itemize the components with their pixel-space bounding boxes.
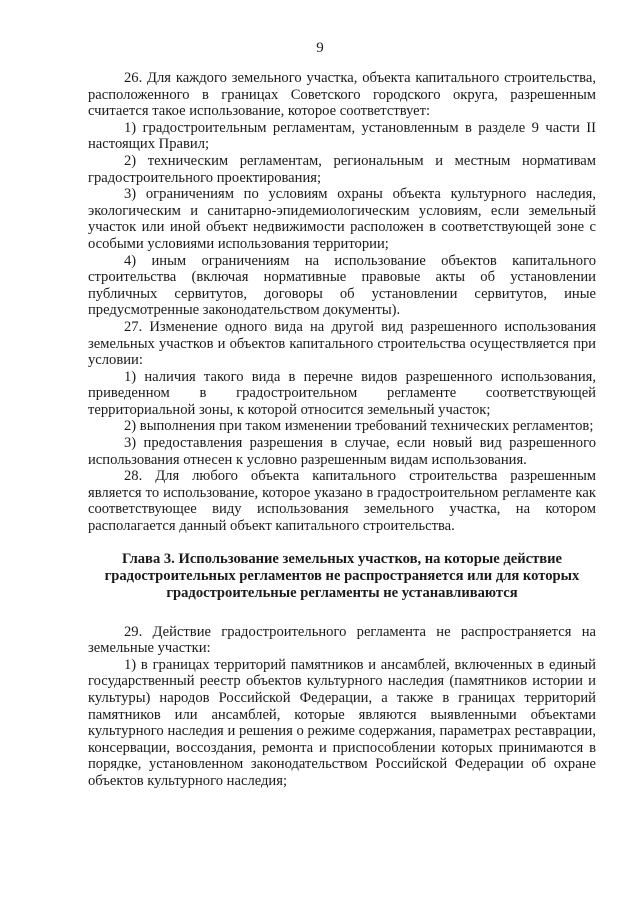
list-item-26-3: 3) ограничениям по условиям охраны объекта культурного наследия, экологическим и санитарно-эпидемиологическим условиям, если земельный участок или иной объект недвижимости расположен в соответствующей зоне с особыми условиями использования территории; <box>88 186 596 252</box>
paragraph-26: 26. Для каждого земельного участка, объекта капитального строительства, расположенного в границах Советского городского округа, разрешенным считается такое использование, которое соответствует: <box>88 70 596 120</box>
paragraph-27: 27. Изменение одного вида на другой вид разрешенного использования земельных участков и объектов капитального строительства осуществляется при условии: <box>88 318 596 369</box>
chapter-heading: Глава 3. Использование земельных участков, на которые действие градостроительных регламентов не распространяется или для которых градостроительные регламенты не устанавливаются <box>104 550 580 601</box>
list-item-26-2: 2) техническим регламентам, региональным и местным нормативам градостроительного проектирования; <box>88 152 596 186</box>
paragraph-29: 29. Действие градостроительного регламента не распространяется на земельные участки: <box>88 623 596 657</box>
page-number: 9 <box>316 40 324 56</box>
document-body <box>88 70 596 790</box>
list-item-29-1: 1) в границах территорий памятников и ансамблей, включенных в единый государственный реестр объектов культурного наследия (памятников истории и культуры) народов Российской Федерации, а также в границах территорий памятников или ансамблей, которые являются выявленными объектами культурного наследия и решения о режиме содержания, параметрах реставрации, консервации, воссоздания, ремонта и приспособлении которых принимаются в порядке, установленном законодательством Российской Федерации об охране объектов культурного наследия; <box>88 656 596 789</box>
list-item-27-3: 3) предоставления разрешения в случае, если новый вид разрешенного использования отнесен к условно разрешенным видам использования. <box>88 435 596 468</box>
list-item-26-1: 1) градостроительным регламентам, установленным в разделе 9 части II настоящих Правил; <box>88 119 596 153</box>
list-item-26-4: 4) иным ограничениям на использование объектов капитального строительства (включая нормативные правовые акты об установлении публичных сервитутов, договоры об установлении сервитутов, иные предусмотренные законодательством документы). <box>88 252 596 319</box>
list-item-27-2: 2) выполнения при таком изменении требований технических регламентов; <box>124 418 594 435</box>
list-item-27-1: 1) наличия такого вида в перечне видов разрешенного использования, приведенном в градостроительном регламенте соответствующей территориальной зоны, к которой относится земельный участок; <box>88 368 596 418</box>
paragraph-28: 28. Для любого объекта капитального строительства разрешенным является то использование, которое указано в градостроительном регламенте как соответствующее виду использования земельного участка, на котором располагается данный объект капитального строительства. <box>88 468 596 535</box>
